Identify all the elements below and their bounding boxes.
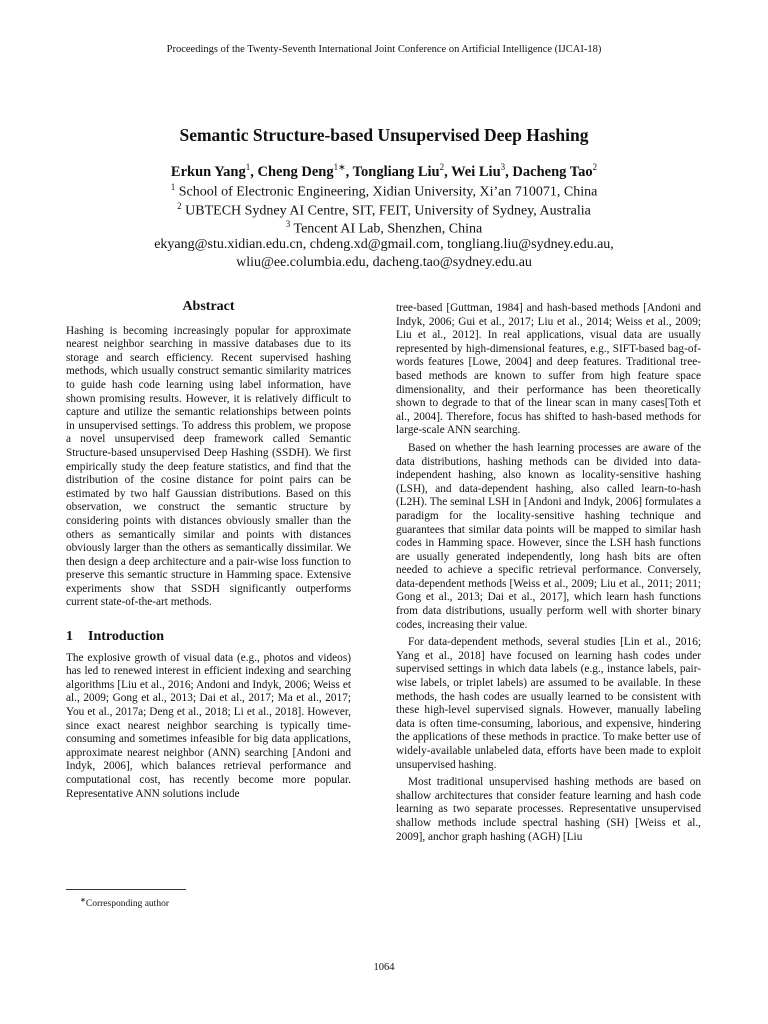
author-affiliation-sup: 2 [439, 162, 445, 172]
author-separator: , [505, 163, 513, 180]
author-affiliation-sup: 3 [500, 162, 506, 172]
section-heading-introduction [66, 630, 351, 644]
author-name: Dacheng Tao [512, 163, 593, 180]
intro-paragraph-4: Most traditional unsupervised hashing methods are based on shallow architectures that consider feature learning and hash code learning as two separate processes. Representative unsupervised shallow methods include spectral hashing (SH) [Weiss et al., 2009], anchor graph hashing (AGH) [Liu [396, 776, 701, 843]
author-affiliation-sup: 1∗ [333, 162, 346, 172]
paper-title: Semantic Structure-based Unsupervised Deep Hashing [179, 125, 589, 145]
affiliation-2-text: UBTECH Sydney AI Centre, SIT, FEIT, University of Sydney, Australia [185, 203, 591, 219]
author-name: Tongliang Liu [352, 163, 440, 180]
footnote-mark: ∗ [80, 896, 86, 904]
affiliation-2-sup: 2 [177, 201, 182, 211]
affiliation-1 [0, 182, 768, 201]
intro-paragraph-3: For data-dependent methods, several studies [Lin et al., 2016; Yang et al., 2018] have focused on learning hash codes under supervised settings in which data labels (e.g., instance labels, pair-wise labels, or triplet labels) are assumed to be available. In these methods, the hash codes are usually learned to be consistent with these high-level supervised signals. However, manually labeling data is often time-consuming, laborious, and expensive, hindering the applications of these methods in practice. To make better use of widely-available unlabeled data, efforts have been made to exploit unsupervised hashing. [396, 636, 701, 771]
section-title-text: Introduction [88, 629, 164, 645]
affiliation-1-text: School of Electronic Engineering, Xidian University, Xi’an 710071, China [178, 184, 598, 200]
affiliation-3-sup: 3 [285, 219, 291, 229]
footnote-rule [66, 889, 186, 890]
author-affiliation-sup: 1 [245, 162, 251, 172]
page-number: 1064 [373, 962, 395, 973]
author-separator: , [250, 163, 258, 180]
affiliation-3-text: Tencent AI Lab, Shenzhen, China [293, 221, 483, 237]
right-column [396, 302, 701, 844]
conference-header: Proceedings of the Twenty-Seventh International Joint Conference on Artificial Intelligence (IJCAI-18) [166, 44, 602, 55]
emails-line-2: wliu@ee.columbia.edu, dacheng.tao@sydney.edu.au [236, 255, 532, 270]
abstract-heading: Abstract [182, 299, 235, 314]
affiliation-1-sup: 1 [170, 182, 176, 192]
left-column [66, 300, 351, 801]
section-number: 1 [66, 629, 73, 645]
emails-line-1: ekyang@stu.xidian.edu.cn, chdeng.xd@gmail.com, tongliang.liu@sydney.edu.au, [154, 237, 614, 252]
author-separator: , [345, 163, 353, 180]
affiliation-3 [0, 219, 768, 238]
author-name: Wei Liu [451, 163, 501, 180]
footnote [80, 896, 169, 909]
author-list [0, 162, 768, 181]
abstract-body: Hashing is becoming increasingly popular for approximate nearest neighbor searching in massive databases due to its storage and search efficiency. Recent supervised hashing methods, which usually construct semantic similarity matrices to guide hash code learning using label information, have shown promising results. However, it is relatively difficult to capture and utilize the semantic relationships between points in unsupervised settings. To address this problem, we propose a novel unsupervised deep framework called Semantic Structure-based unsupervised Deep Hashing (SSDH). We first empirically study the deep feature statistics, and find that the distribution of the cosine distance for point pairs can be estimated by two half Gaussian distributions. Based on this observation, we construct the semantic structure by considering points with distances obviously smaller than the others as semantically similar and points with distances obviously larger than the others as semantically dissimilar. We then design a deep architecture and a pair-wise loss function to preserve this semantic structure in Hamming space. Extensive experiments show that SSDH significantly outperforms current state-of-the-art methods. [66, 324, 351, 609]
author-name: Cheng Deng [257, 163, 334, 180]
intro-paragraph-1: The explosive growth of visual data (e.g., photos and videos) has led to renewed interest in efficient indexing and searching algorithms [Liu et al., 2016; Andoni and Indyk, 2006; Weiss et al., 2009; Gong et al., 2013; Dai et al., 2017; Ma et al., 2017; You et al., 2017a; Deng et al., 2018; Li et al., 2018]. However, since exact nearest neighbor searching is typically time-consuming and sometimes infeasible for big data applications, approximate nearest neighbor (ANN) searching [Andoni and Indyk, 2006], which balances retrieval performance and computational cost, has recently become more popular. Representative ANN solutions include [66, 651, 351, 800]
intro-paragraph-2: Based on whether the hash learning processes are aware of the data distributions, hashing methods can be divided into data-independent hashing, also known as locality-sensitive hashing (LSH), and data-dependent hashing, also called learn-to-hash (L2H). The seminal LSH in [Andoni and Indyk, 2006] formulates a paradigm for the locality-sensitive hashing technique and guarantees that similar data points will be mapped to similar hash codes in Hamming space. However, since the LSH hash functions are usually generated independently, long hash bits are often needed to achieve a specific retrieval performance. Conversely, data-dependent methods [Weiss et al., 2009; Liu et al., 2011; 2011; Gong et al., 2013; Dai et al., 2017], which learn hash functions from data distributions, usually perform well with shorter binary codes, increasing their value. [396, 441, 701, 631]
affiliation-2 [0, 201, 768, 220]
intro-paragraph-1-continued: tree-based [Guttman, 1984] and hash-based methods [Andoni and Indyk, 2006; Gui et al., 2017; Liu et al., 2014; Weiss et al., 2009; Liu et al., 2012]. In real applications, visual data are usually represented by high-dimensional features, e.g., SIFT-based bag-of-words features [Lowe, 2004] and deep features. Traditional tree-based methods are known to suffer from high feature space dimensionality, and their performance has been theoretically shown to degrade to that of the linear scan in many cases[Toth et al., 2004]. Therefore, focus has shifted to hash-based methods for large-scale ANN searching. [396, 302, 701, 437]
footnote-text: Corresponding author [85, 899, 169, 910]
author-affiliation-sup: 2 [592, 162, 598, 172]
author-name: Erkun Yang [170, 163, 246, 180]
author-separator: , [444, 163, 452, 180]
